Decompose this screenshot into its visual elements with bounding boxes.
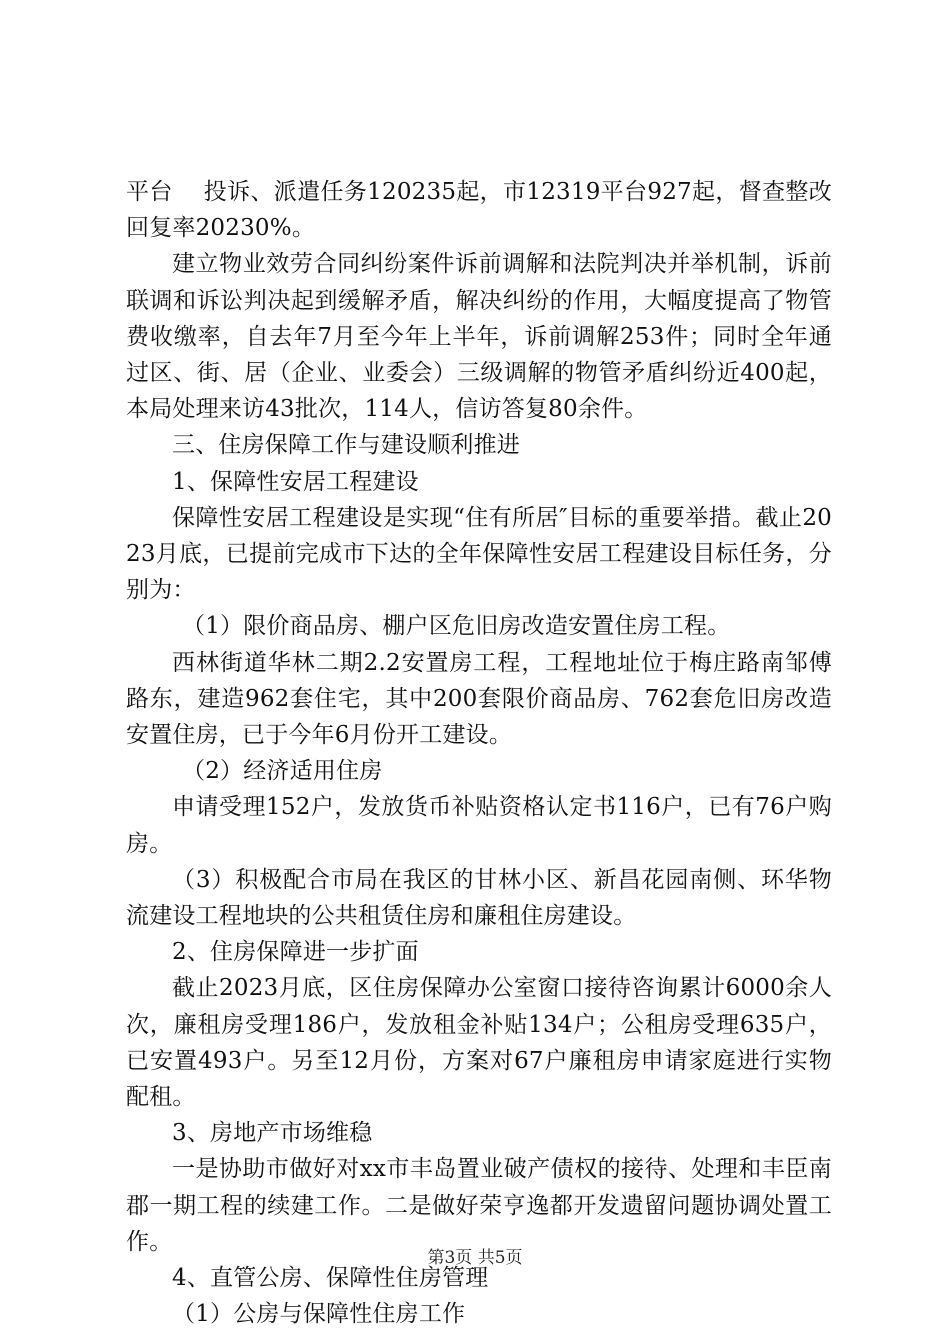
paragraph-affordable-housing-goal: 保障性安居工程建设是实现“住有所居″目标的重要举措。截止2023月底，已提前完成市下达的全年保障性安居工程建设目标任务，分别为： [126, 504, 832, 604]
subheading-housing-expansion: 2、住房保障进一步扩面 [172, 939, 419, 966]
document-body [126, 174, 832, 1333]
paragraph-mediation-mechanism: 建立物业效劳合同纠纷案件诉前调解和法院判决并举机制，诉前联调和诉讼判决起到缓解矛盾，解决纠纷的作用，大幅度提高了物管费收缴率，自去年7月至今年上半年，诉前调解253件；同时全年通过区、街、居（企业、业委会）三级调解的物管矛盾纠纷近400起，本局处理来访43批次，114人，信访答复80余件。 [126, 251, 832, 423]
paragraph-economic-housing-stats: 申请受理152户，发放货币补贴资格认定书116户，已有76户购房。 [126, 794, 832, 857]
page-number-footer: 第3页 共5页 [427, 1248, 523, 1268]
item-public-rental-cooperation: （3）积极配合市局在我区的甘林小区、新昌花园南侧、环华物流建设工程地块的公共租赁住房和廉租住房建设。 [126, 866, 832, 930]
item-price-limited-housing: （1）限价商品房、棚户区危旧房改造安置住房工程。 [182, 613, 731, 640]
paragraph-housing-office-stats: 截止2023月底，区住房保障办公室窗口接待咨询累计6000余人次，廉租房受理186户，发放租金补贴134户；公租房受理635户，已安置493户。另至12月份，方案对67户廉租房申请家庭进行实物配租。 [126, 975, 832, 1111]
section-heading-housing-security: 三、住房保障工作与建设顺利推进 [172, 432, 520, 459]
paragraph-complaints-continued: 平台 投诉、派遣任务120235起，市12319平台927起，督查整改回复率20230%。 [126, 179, 832, 242]
paragraph-xilin-project: 西林街道华林二期2.2安置房工程，工程地址位于梅庄路南邹傅路东，建造962套住宅，其中200套限价商品房、762套危旧房改造安置住房，已于今年6月份开工建设。 [126, 649, 832, 749]
subheading-public-housing-management: 4、直管公房、保障性住房管理 [172, 1265, 489, 1292]
subheading-real-estate-stability: 3、房地产市场维稳 [172, 1120, 373, 1147]
item-public-housing-work: （1）公房与保障性住房工作 [172, 1301, 466, 1328]
item-economic-housing: （2）经济适用住房 [182, 758, 383, 785]
subheading-affordable-housing-construction: 1、保障性安居工程建设 [172, 468, 419, 495]
paragraph-real-estate-work: 一是协助市做好对xx市丰岛置业破产债权的接待、处理和丰臣南郡一期工程的续建工作。二是做好荣亨逸都开发遗留问题协调处置工作。 [126, 1156, 832, 1255]
